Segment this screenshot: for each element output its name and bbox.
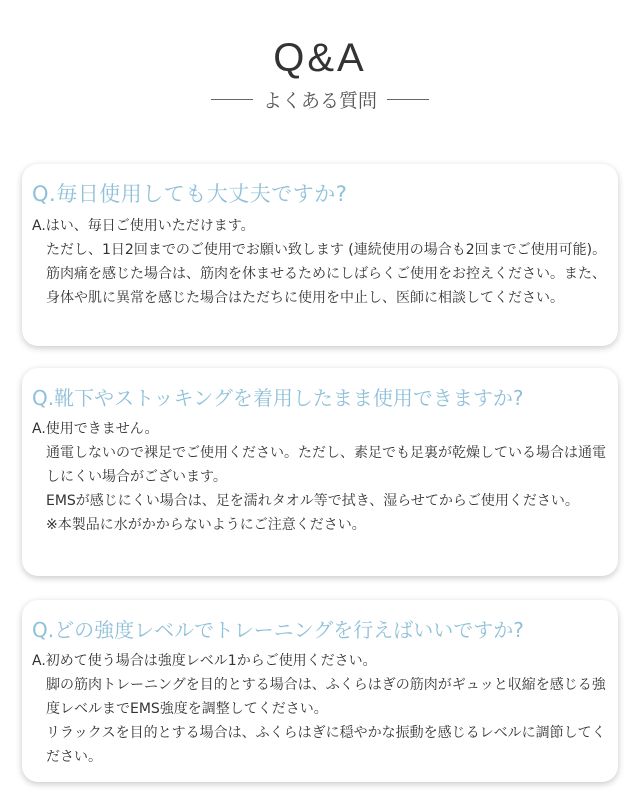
faq-answer-2-lead: A.使用できません。	[32, 421, 159, 437]
faq-answer-2-paragraph-1: 通電しないので裸足でご使用ください。ただし、素足でも足裏が乾燥している場合は通電しにくい場合がございます。	[46, 445, 606, 485]
faq-card-1	[22, 164, 618, 346]
faq-question-1: Q.毎日使用しても大丈夫ですか?	[32, 182, 348, 206]
faq-answer-2-paragraph-3: ※本製品に水がかからないようにご注意ください。	[46, 517, 366, 533]
subtitle-text: よくある質問	[262, 90, 377, 112]
faq-answer-3-paragraph-2: リラックスを目的とする場合は、ふくらはぎに穏やかな振動を感じるレベルに調節してください。	[46, 725, 606, 765]
faq-answer-1-paragraph-1: ただし、1日2回までのご使用でお願い致します (連続使用の場合も2回までご使用可能)。筋肉痛を感じた場合は、筋肉を休ませるためにしばらくご使用をお控えください。また、身体や肌に異常を感じた場合はただちに使用を中止し、医師に相談してください。	[46, 242, 607, 306]
faq-card-2	[22, 368, 618, 576]
faq-question-3: Q.どの強度レベルでトレーニングを行えばいいですか?	[32, 618, 524, 642]
faq-answer-3-body	[32, 673, 610, 769]
faq-answer-1-body	[32, 238, 610, 310]
subtitle-rule-right	[387, 99, 429, 100]
faq-card-3	[22, 600, 618, 782]
faq-question-2: Q.靴下やストッキングを着用したまま使用できますか?	[32, 386, 524, 410]
page-subtitle	[0, 86, 640, 113]
faq-answer-3-lead: A.初めて使う場合は強度レベル1からご使用ください。	[32, 653, 377, 669]
faq-answer-3-paragraph-1: 脚の筋肉トレーニングを目的とする場合は、ふくらはぎの筋肉がギュッと収縮を感じる強度レベルまでEMS強度を調整してください。	[46, 677, 606, 717]
subtitle-rule-left	[211, 99, 253, 100]
faq-answer-1-lead: A.はい、毎日ご使用いただけます。	[32, 218, 255, 234]
faq-answer-2-paragraph-2: EMSが感じにくい場合は、足を濡れタオル等で拭き、湿らせてからご使用ください。	[46, 493, 579, 509]
faq-answer-2-body	[32, 441, 610, 537]
page-title: Q&A	[273, 36, 367, 80]
